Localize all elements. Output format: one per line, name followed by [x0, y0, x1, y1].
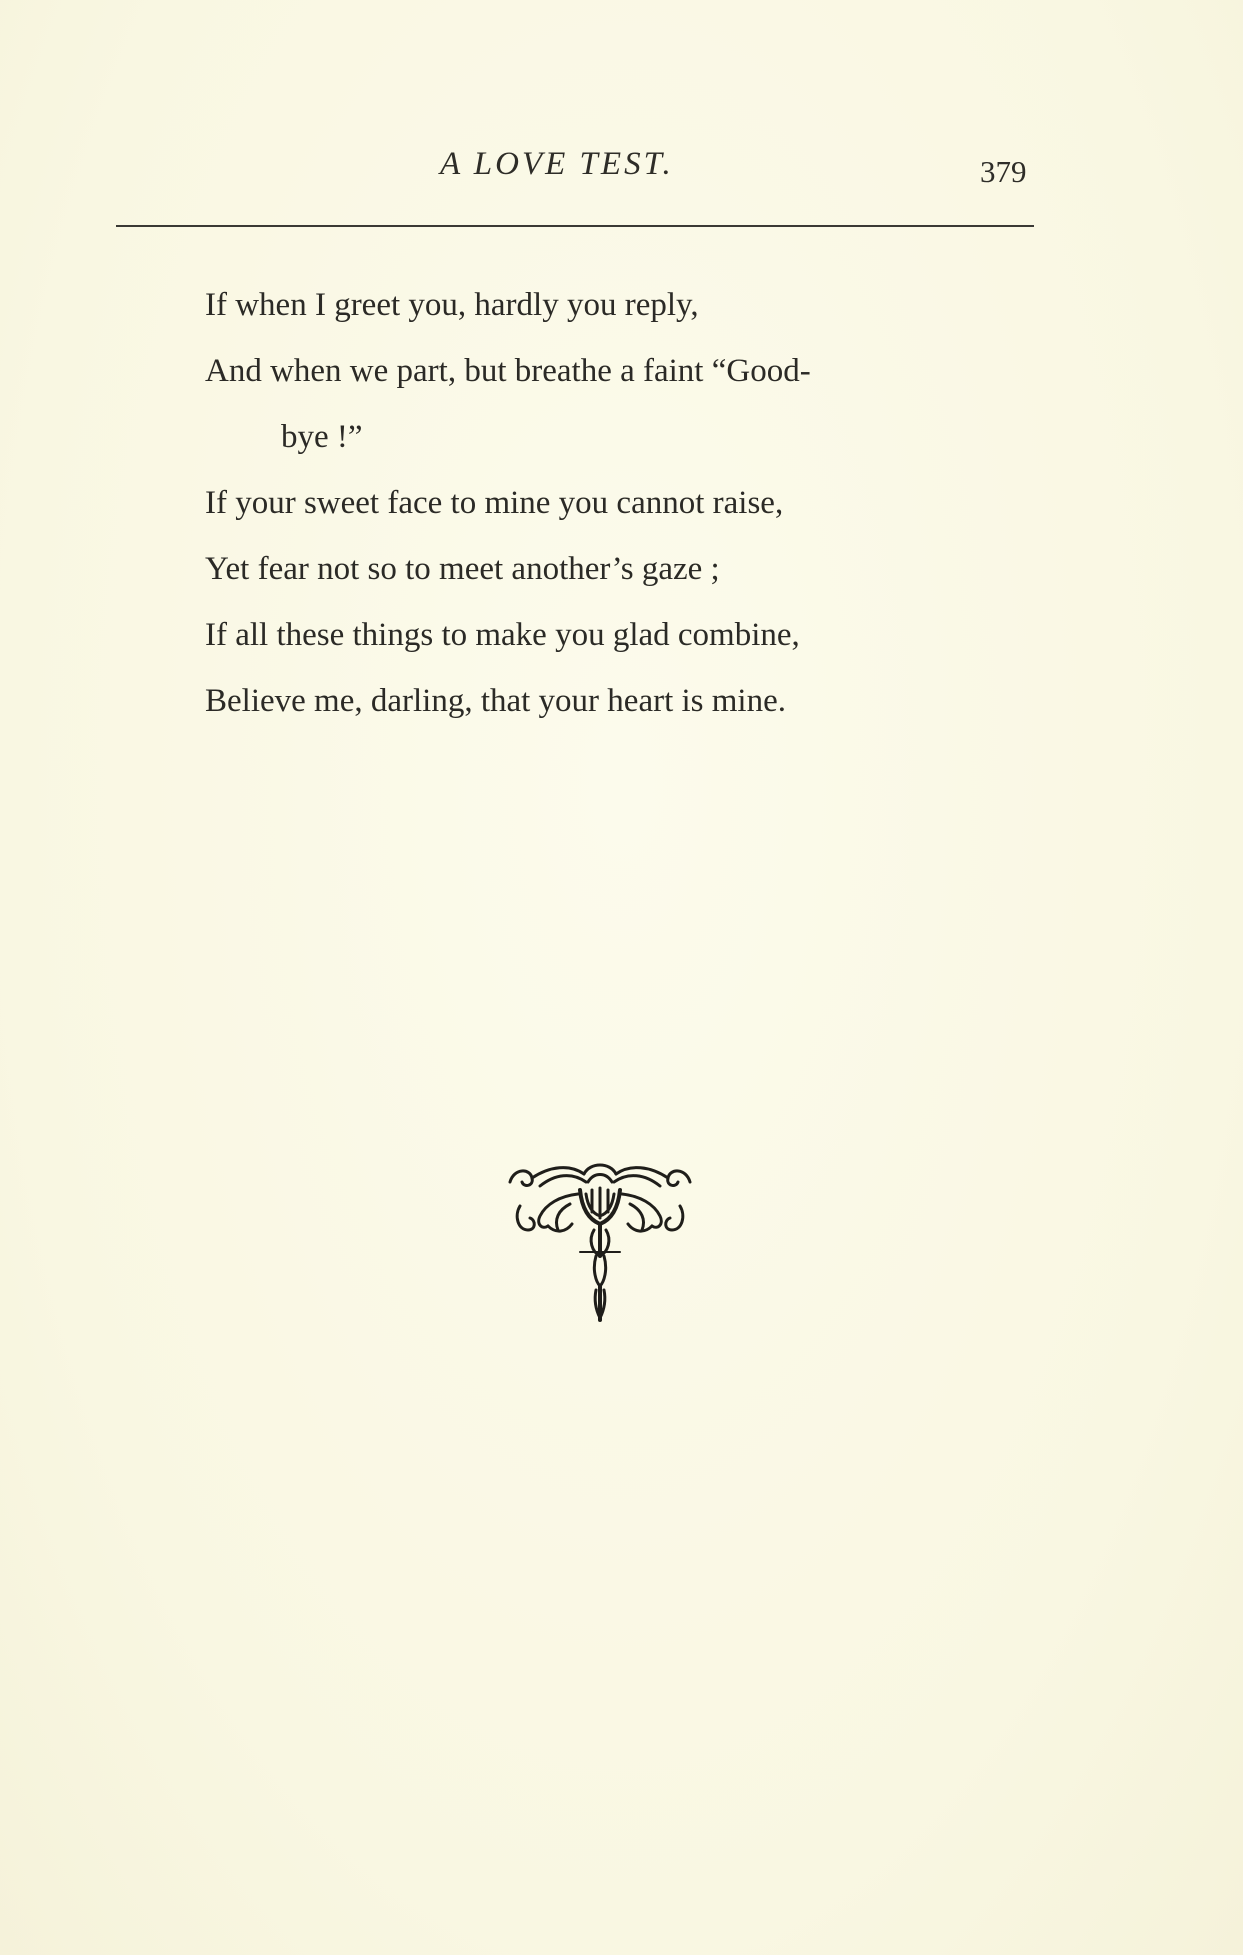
- poem-line: If when I greet you, hardly you reply,: [205, 287, 699, 323]
- running-head: [0, 140, 1243, 190]
- poem-line: If all these things to make you glad combine,: [205, 617, 800, 653]
- poem-line: And when we part, but breathe a faint “Good-: [205, 353, 811, 389]
- poem-line: If your sweet face to mine you cannot raise,: [205, 485, 784, 521]
- poem-line-continuation: bye !”: [281, 419, 363, 455]
- poem: [205, 272, 1105, 734]
- poem-line: Believe me, darling, that your heart is mine.: [205, 683, 786, 719]
- header-rule: [116, 225, 1034, 227]
- floral-tailpiece-icon: [500, 1160, 700, 1330]
- poem-line: Yet fear not so to meet another’s gaze ;: [205, 551, 720, 587]
- page-number: 379: [980, 154, 1027, 189]
- running-title: A LOVE TEST.: [440, 146, 674, 182]
